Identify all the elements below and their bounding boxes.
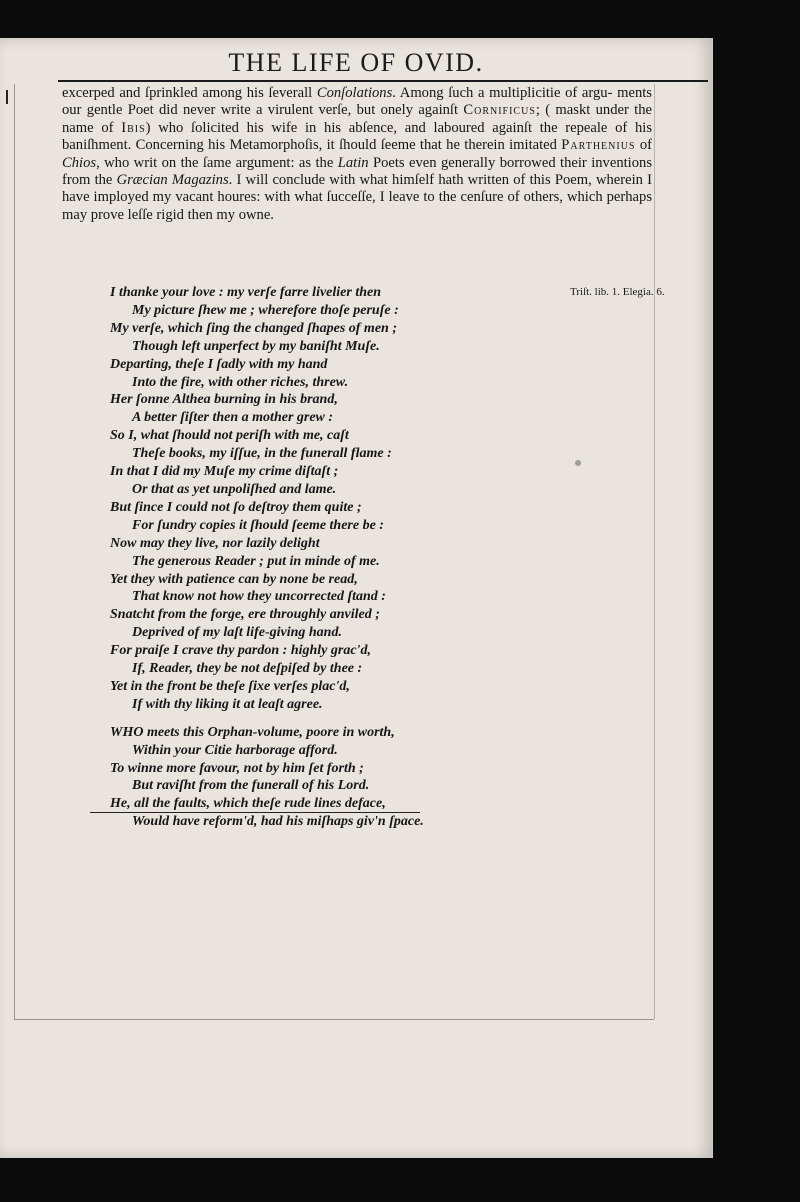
scan-frame-left-edge — [14, 84, 15, 1019]
poem-line: But raviſht from the funerall of his Lord. — [132, 778, 370, 794]
poem-line: Into the fire, with other riches, threw. — [132, 374, 349, 390]
prose-run: Latin — [337, 154, 369, 171]
prose-run: Ibis — [121, 119, 146, 136]
prose-run: Poets even generally borrowed their inventions from the — [62, 154, 652, 189]
margin-citation: Triſt. lib. 1. Elegia. 6. — [570, 286, 665, 298]
poem-line: My verſe, which ſing the changed ſhapes of men ; — [110, 320, 397, 336]
prose-run: . Among ſuch a multiplicitie of argu- ments our gentle Poet did never write a virulent verſe, but onely againſt — [62, 85, 652, 119]
prose-run: Cornificus — [463, 102, 536, 119]
prose-run: ) who ſolicited his wife in his abſence, and laboured againſt the repeale of his baniſhment. Concerning his Metamorphoſis, it ſhould ſeeme that he therein imitated — [62, 119, 653, 154]
prose-run: Græcian Magazins — [116, 172, 229, 189]
poem-line: So I, what ſhould not periſh with me, caſt — [110, 428, 349, 444]
poem-line: He, all the faults, which theſe rude lines deface, — [110, 796, 386, 812]
poem-line: To winne more favour, not by him ſet forth ; — [110, 760, 364, 776]
prose-run: Chios — [62, 154, 97, 171]
poem-line: Theſe books, my iſſue, in the funerall flame : — [132, 446, 392, 462]
poem-line: The generous Reader ; put in minde of me. — [132, 553, 380, 569]
stanza-gap — [110, 714, 530, 724]
scan-frame-right-edge — [654, 84, 655, 1019]
poem-line: For ſundry copies it ſhould ſeeme there be : — [132, 517, 384, 533]
prose-paragraph — [62, 85, 652, 224]
running-title: THE LIFE OF OVID. — [228, 48, 484, 77]
poem-line: Departing, theſe I ſadly with my hand — [110, 356, 328, 372]
poem-line: A better ſiſter then a mother grew : — [132, 410, 334, 426]
scan-frame-bottom-edge — [14, 1019, 654, 1020]
poem-block — [110, 284, 530, 831]
poem-line: Deprived of my laſt life-giving hand. — [132, 625, 342, 641]
closing-rule — [90, 812, 420, 813]
poem-line: Snatcht from the forge, ere throughly anviled ; — [110, 607, 380, 623]
poem-line: Though left unperfect by my baniſht Muſe. — [132, 338, 380, 354]
poem-line: If, Reader, they be not deſpiſed by thee : — [132, 661, 363, 677]
poem-line: Yet they with patience can by none be read, — [110, 571, 358, 587]
poem-line: Yet in the front be theſe ſixe verſes plac'd, — [110, 678, 350, 694]
prose-run: excerped and ſprinkled among his ſeverall — [62, 85, 317, 101]
poem-line: For praiſe I crave thy pardon : highly grac'd, — [110, 643, 371, 659]
prose-run: of — [635, 137, 652, 154]
prose-text — [62, 85, 652, 224]
poem-line: I thanke your love : my verſe farre livelier then — [110, 285, 382, 300]
poem-line: Or that as yet unpoliſhed and lame. — [132, 481, 337, 497]
poem-line: My picture ſhew me ; wherefore thoſe peruſe : — [132, 302, 399, 318]
poem-line: Her ſonne Althea burning in his brand, — [110, 392, 338, 408]
prose-run: Parthenius — [561, 137, 636, 154]
prose-run: Conſolations — [316, 85, 393, 101]
poem-line: In that I did my Muſe my crime diſtaſt ; — [110, 464, 339, 480]
prose-run: . I will conclude with what himſelf hath written of this Poem, wherein I have imployed my vacant houres: with what ſucceſſe, I leave to the cenſure of others, which perhaps may prove leſſe rigid then my owne. — [62, 172, 652, 223]
poem-line: Would have reform'd, had his miſhaps giv'n ſpace. — [132, 814, 424, 830]
prose-run: ; ( maskt under the name of — [62, 102, 652, 136]
page-corner-mark — [6, 90, 8, 104]
poem-line: That know not how they uncorrected ſtand : — [132, 589, 386, 605]
poem-line: But ſince I could not ſo deſtroy them quite ; — [110, 499, 362, 515]
prose-run: , who writ on the ſame argument: as the — [96, 154, 338, 171]
paper-speck — [575, 460, 581, 466]
poem-line: Within your Citie harborage afford. — [132, 742, 338, 758]
header-rule — [58, 80, 708, 82]
poem-line: If with thy liking it at leaſt agree. — [132, 696, 323, 712]
poem-line: WHO meets this Orphan-volume, poore in worth, — [110, 724, 395, 740]
poem-line: Now may they live, nor lazily delight — [110, 535, 320, 551]
